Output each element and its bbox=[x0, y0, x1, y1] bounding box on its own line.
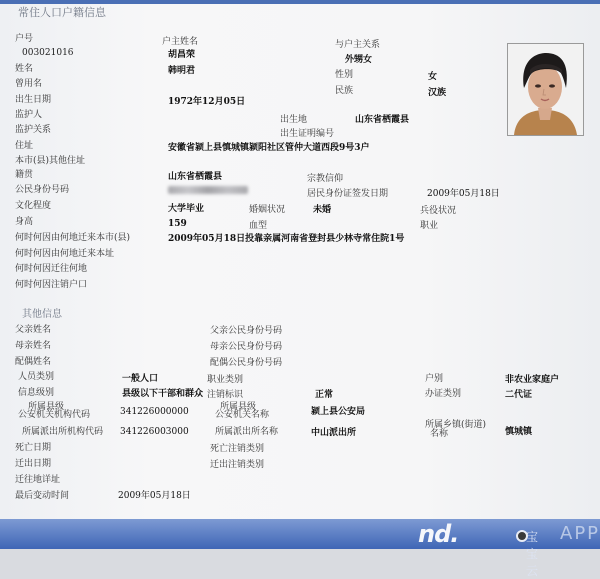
mother-id-label: 母亲公民身份号码 bbox=[210, 342, 283, 352]
id-type-value: 二代证 bbox=[505, 390, 533, 400]
station-code-value: 341226003000 bbox=[120, 427, 189, 437]
household-type-label: 户别 bbox=[425, 374, 444, 384]
religion-label: 宗教信仰 bbox=[307, 174, 344, 184]
id-type-label: 办证类别 bbox=[425, 389, 462, 399]
father-id-label: 父亲公民身份号码 bbox=[210, 326, 283, 336]
info-level-value: 县级以下干部和群众 bbox=[122, 389, 204, 399]
mother-name-label: 母亲姓名 bbox=[15, 341, 52, 351]
household-no-value: 003021016 bbox=[22, 48, 74, 58]
watermark-app: APP bbox=[560, 523, 600, 544]
watermark-site: 宝宝云 bbox=[526, 530, 539, 578]
county-code-value: 341226000000 bbox=[120, 407, 189, 417]
guardian-relation-label: 监护关系 bbox=[15, 125, 52, 135]
occupation-label: 职业 bbox=[420, 221, 439, 231]
county-code-label-line2: 公安机关机构代码 bbox=[18, 410, 91, 420]
id-number-label: 公民身份号码 bbox=[15, 185, 70, 195]
moved-in-label: 何时何因由何地迁来本市(县) bbox=[15, 233, 131, 243]
spouse-id-label: 配偶公民身份号码 bbox=[210, 358, 283, 368]
cancel-flag-label: 注销标识 bbox=[207, 390, 244, 400]
death-date-label: 死亡日期 bbox=[15, 443, 52, 453]
father-name-label: 父亲姓名 bbox=[15, 325, 52, 335]
id-issue-date-value: 2009年05月18日 bbox=[427, 189, 500, 199]
id-number-redacted bbox=[168, 186, 248, 194]
native-place-value: 山东省栖霞县 bbox=[168, 172, 223, 182]
watermark-logo: nd. bbox=[418, 520, 459, 548]
moved-out-label: 何时何因迁往何地 bbox=[15, 264, 88, 274]
household-type-value: 非农业家庭户 bbox=[505, 375, 560, 385]
document-title: 常住人口户籍信息 bbox=[18, 6, 106, 19]
relation-value: 外甥女 bbox=[345, 55, 373, 65]
cancel-flag-value: 正常 bbox=[315, 390, 334, 400]
county-name-label-line1: 所属县级 bbox=[220, 402, 257, 412]
birth-date-value: 1972年12月05日 bbox=[168, 97, 246, 107]
township-label-line1: 所属乡镇(街道) bbox=[425, 420, 487, 430]
marital-value: 未婚 bbox=[313, 205, 332, 215]
station-name-label: 所属派出所名称 bbox=[215, 427, 279, 437]
other-address-label: 本市(县)其他住址 bbox=[15, 156, 86, 166]
gender-label: 性别 bbox=[335, 70, 354, 80]
spouse-name-label: 配偶姓名 bbox=[15, 357, 52, 367]
bottom-bar bbox=[0, 519, 600, 549]
id-issue-date-label: 居民身份证签发日期 bbox=[307, 189, 389, 199]
education-value: 大学毕业 bbox=[168, 204, 205, 214]
portrait-image bbox=[508, 44, 583, 135]
blood-label: 血型 bbox=[249, 221, 268, 231]
name-label: 姓名 bbox=[15, 64, 34, 74]
education-label: 文化程度 bbox=[15, 201, 52, 211]
guardian-label: 监护人 bbox=[15, 110, 43, 120]
info-level-label: 信息级别 bbox=[18, 388, 55, 398]
residence-value: 安徽省颍上县慎城镇颍阳社区管仲大道西段9号3户 bbox=[168, 143, 370, 153]
last-change-label: 最后变动时间 bbox=[15, 491, 70, 501]
ethnicity-value: 汉族 bbox=[428, 88, 447, 98]
person-type-value: 一般人口 bbox=[122, 374, 159, 384]
death-cancel-label: 死亡注销类别 bbox=[210, 444, 265, 454]
last-change-value: 2009年05月18日 bbox=[118, 491, 191, 501]
county-code-label-line1: 所属县级 bbox=[28, 402, 65, 412]
moveout-date-label: 迁出日期 bbox=[15, 459, 52, 469]
birth-cert-label: 出生证明编号 bbox=[280, 129, 335, 139]
occupation-type-label: 职业类别 bbox=[207, 375, 244, 385]
county-name-label-line2: 公安机关名称 bbox=[215, 410, 270, 420]
birth-date-label: 出生日期 bbox=[15, 95, 52, 105]
name-value: 韩明君 bbox=[168, 66, 196, 76]
moved-in-value: 2009年05月18日投靠亲属河南省登封县少林寺常住院1号 bbox=[168, 234, 405, 244]
ethnicity-label: 民族 bbox=[335, 86, 354, 96]
person-type-label: 人员类别 bbox=[18, 372, 55, 382]
household-no-label: 户号 bbox=[15, 34, 34, 44]
marital-label: 婚姻状况 bbox=[249, 205, 286, 215]
moved-in-address-label: 何时何因由何地迁来本址 bbox=[15, 249, 115, 259]
birthplace-label: 出生地 bbox=[280, 115, 308, 125]
other-section-title: 其他信息 bbox=[22, 309, 62, 320]
head-name-label: 户主姓名 bbox=[162, 37, 199, 47]
height-label: 身高 bbox=[15, 217, 34, 227]
used-name-label: 曾用名 bbox=[15, 79, 43, 89]
service-label: 兵役状况 bbox=[420, 206, 457, 216]
township-label-line2: 名称 bbox=[430, 429, 449, 439]
native-place-label: 籍贯 bbox=[15, 170, 34, 180]
station-code-label: 所属派出所机构代码 bbox=[22, 427, 104, 437]
township-value: 慎城镇 bbox=[505, 427, 533, 437]
moveout-cancel-label: 迁出注销类别 bbox=[210, 460, 265, 470]
height-value: 159 bbox=[168, 219, 187, 229]
station-name-value: 中山派出所 bbox=[311, 428, 357, 438]
relation-label: 与户主关系 bbox=[335, 40, 381, 50]
birthplace-value: 山东省栖霞县 bbox=[355, 115, 410, 125]
cancelled-label: 何时何因注销户口 bbox=[15, 280, 88, 290]
moveout-detail-label: 迁往地详址 bbox=[15, 475, 61, 485]
gender-value: 女 bbox=[428, 72, 438, 82]
portrait-photo bbox=[507, 43, 584, 136]
county-name-value: 颍上县公安局 bbox=[311, 407, 366, 417]
head-name-value: 胡昌荣 bbox=[168, 50, 196, 60]
residence-label: 住址 bbox=[15, 141, 34, 151]
